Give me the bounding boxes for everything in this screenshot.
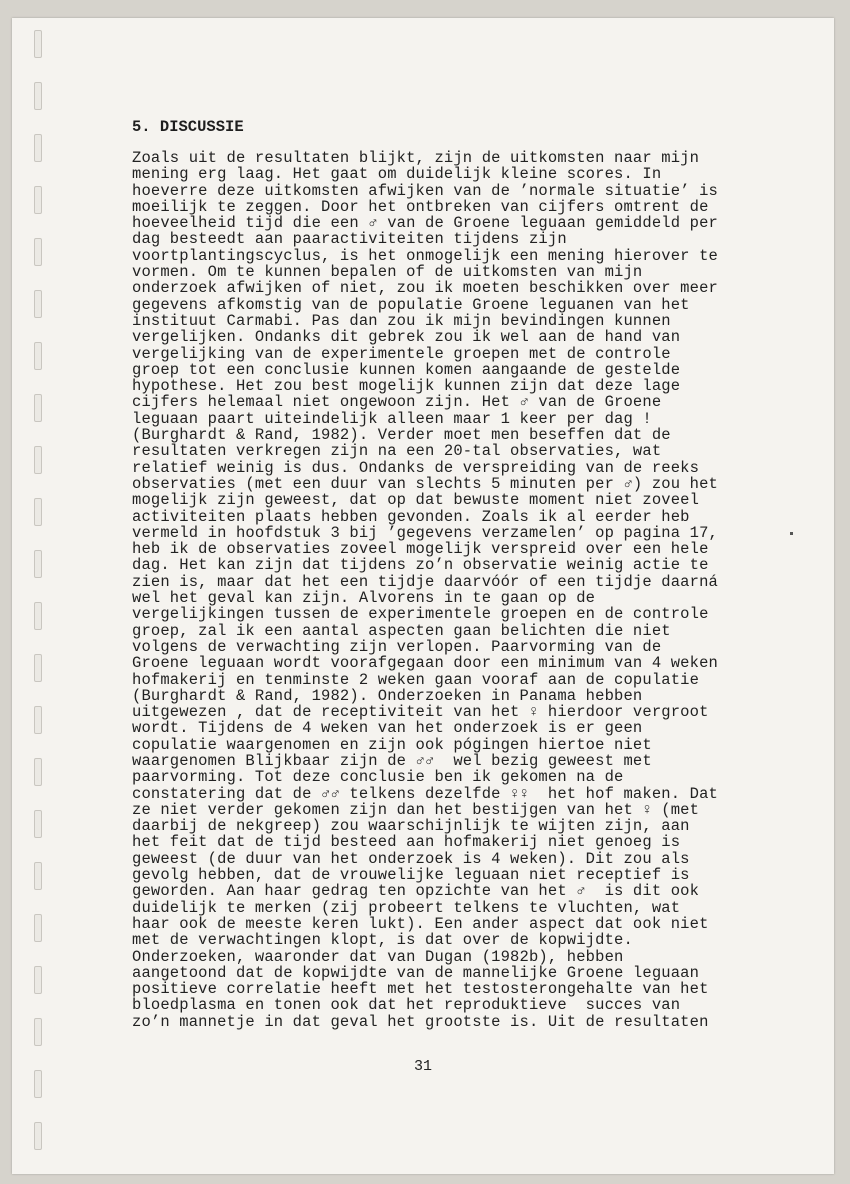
text-line: vermeld in hoofdstuk 3 bij ’gegevens verzamelen’ op pagina 17,	[132, 523, 718, 542]
text-line: vormen. Om te kunnen bepalen of de uitkomsten van mijn	[132, 263, 643, 282]
text-line: Zoals uit de resultaten blijkt, zijn de uitkomsten naar mijn	[132, 149, 700, 167]
binding-hole	[34, 810, 42, 838]
binding-hole	[34, 30, 42, 58]
binding-hole	[34, 82, 42, 110]
text-line: copulatie waargenomen en zijn ook pógingen hiertoe niet	[132, 735, 652, 754]
binding-hole	[34, 602, 42, 630]
text-line: ze niet verder gekomen zijn dan het bestijgen van het ♀ (met	[132, 800, 700, 819]
text-line: vergelijkingen tussen de experimentele groepen en de controle	[132, 605, 709, 624]
text-line: Groene leguaan wordt voorafgegaan door een minimum van 4 weken	[132, 654, 718, 673]
text-line: leguaan paart uiteindelijk alleen maar 1 keer per dag !	[132, 409, 652, 428]
text-line: zo’n mannetje in dat geval het grootste is. Uit de resultaten	[132, 1012, 709, 1031]
binding-hole	[34, 550, 42, 578]
text-line: onderzoek afwijken of niet, zou ik moeten beschikken over meer	[132, 279, 718, 298]
text-line: mening erg laag. Het gaat om duidelijk kleine scores. In	[132, 165, 662, 184]
text-line: geweest (de duur van het onderzoek is 4 weken). Dit zou als	[132, 849, 690, 868]
binding-hole	[34, 654, 42, 682]
text-line: gevolg hebben, dat de vrouwelijke leguaan niet receptief is	[132, 866, 690, 885]
text-line: wordt. Tijdens de 4 weken van het onderzoek is er geen	[132, 719, 643, 738]
text-line: (Burghardt & Rand, 1982). Onderzoeken in Panama hebben	[132, 686, 643, 705]
text-line: zien is, maar dat het een tijdje daarvóór of een tijdje daarná	[132, 572, 718, 591]
text-line: instituut Carmabi. Pas dan zou ik mijn bevindingen kunnen	[132, 311, 671, 330]
text-line: activiteiten plaats hebben gevonden. Zoals ik al eerder heb	[132, 507, 690, 526]
text-line: het feit dat de tijd besteed aan hofmakerij niet genoeg is	[132, 833, 681, 852]
text-line: mogelijk zijn geweest, dat op dat bewuste moment niet zoveel	[132, 491, 700, 510]
text-line: aangetoond dat de kopwijdte van de mannelijke Groene leguaan	[132, 963, 700, 982]
text-line: groep, zal ik een aantal aspecten gaan belichten die niet	[132, 621, 671, 640]
text-line: volgens de verwachting zijn verlopen. Paarvorming van de	[132, 637, 662, 656]
text-line: vergelijken. Ondanks dit gebrek zou ik wel aan de hand van	[132, 328, 681, 347]
binding-hole	[34, 706, 42, 734]
binding-hole	[34, 1018, 42, 1046]
text-line: hypothese. Het zou best mogelijk kunnen zijn dat deze lage	[132, 377, 681, 396]
section-heading: 5. DISCUSSIE	[132, 118, 244, 136]
binding-hole	[34, 758, 42, 786]
text-line: vergelijking van de experimentele groepen met de controle	[132, 344, 671, 363]
text-line: cijfers helemaal niet ongewoon zijn. Het ♂ van de Groene	[132, 393, 662, 412]
text-line: hofmakerij en tenminste 2 weken gaan vooraf aan de copulatie	[132, 670, 700, 689]
binding-hole	[34, 862, 42, 890]
body-text	[132, 150, 762, 1030]
text-line: relatief weinig is dus. Ondanks de verspreiding van de reeks	[132, 458, 700, 477]
text-line: resultaten verkregen zijn na een 20-tal observaties, wat	[132, 442, 662, 461]
binding-hole	[34, 394, 42, 422]
text-line: moeilijk te zeggen. Door het ontbreken van cijfers omtrent de	[132, 197, 709, 216]
text-line: positieve correlatie heeft met het testosterongehalte van het	[132, 980, 709, 999]
binding-hole	[34, 446, 42, 474]
text-line: daarbij de nekgreep) zou waarschijnlijk te wijten zijn, aan	[132, 817, 690, 836]
stray-mark	[790, 532, 793, 535]
text-line: geworden. Aan haar gedrag ten opzichte van het ♂ is dit ook	[132, 882, 700, 901]
text-line: waargenomen Blijkbaar zijn de ♂♂ wel bezig geweest met	[132, 751, 652, 770]
text-line: groep tot een conclusie kunnen komen aangaande de gestelde	[132, 360, 681, 379]
text-line: dag besteedt aan paaractiviteiten tijdens zijn	[132, 230, 567, 249]
binding-hole	[34, 238, 42, 266]
text-line: met de verwachtingen klopt, is dat over de kopwijdte.	[132, 931, 633, 950]
binding-hole	[34, 914, 42, 942]
binding-holes	[34, 18, 54, 1174]
binding-hole	[34, 186, 42, 214]
binding-hole	[34, 290, 42, 318]
binding-hole	[34, 134, 42, 162]
document-page	[12, 18, 834, 1174]
binding-hole	[34, 498, 42, 526]
text-line: wel het geval kan zijn. Alvorens in te gaan op de	[132, 589, 596, 608]
text-line: duidelijk te merken (zij probeert telkens te vluchten, wat	[132, 898, 681, 917]
binding-hole	[34, 966, 42, 994]
text-line: heb ik de observaties zoveel mogelijk verspreid over een hele	[132, 540, 709, 559]
text-line: Onderzoeken, waaronder dat van Dugan (1982b), hebben	[132, 947, 624, 966]
text-line: constatering dat de ♂♂ telkens dezelfde ♀♀ het hof maken. Dat	[132, 784, 718, 803]
text-line: gegevens afkomstig van de populatie Groene leguanen van het	[132, 295, 690, 314]
text-line: bloedplasma en tonen ook dat het reproduktieve succes van	[132, 996, 681, 1015]
text-line: (Burghardt & Rand, 1982). Verder moet men beseffen dat de	[132, 426, 671, 445]
binding-hole	[34, 342, 42, 370]
page-number: 31	[413, 1058, 432, 1075]
text-line: hoeverre deze uitkomsten afwijken van de ’normale situatie’ is	[132, 181, 718, 200]
text-line: paarvorming. Tot deze conclusie ben ik gekomen na de	[132, 768, 624, 787]
text-line: uitgewezen , dat de receptiviteit van het ♀ hierdoor vergroot	[132, 703, 709, 722]
binding-hole	[34, 1122, 42, 1150]
text-line: haar ook de meeste keren lukt). Een ander aspect dat ook niet	[132, 914, 709, 933]
text-line: voortplantingscyclus, is het onmogelijk een mening hierover te	[132, 246, 718, 265]
text-line: dag. Het kan zijn dat tijdens zo’n observatie weinig actie te	[132, 556, 709, 575]
text-line: observaties (met een duur van slechts 5 minuten per ♂) zou het	[132, 474, 718, 493]
text-line: hoeveelheid tijd die een ♂ van de Groene leguaan gemiddeld per	[132, 214, 718, 233]
